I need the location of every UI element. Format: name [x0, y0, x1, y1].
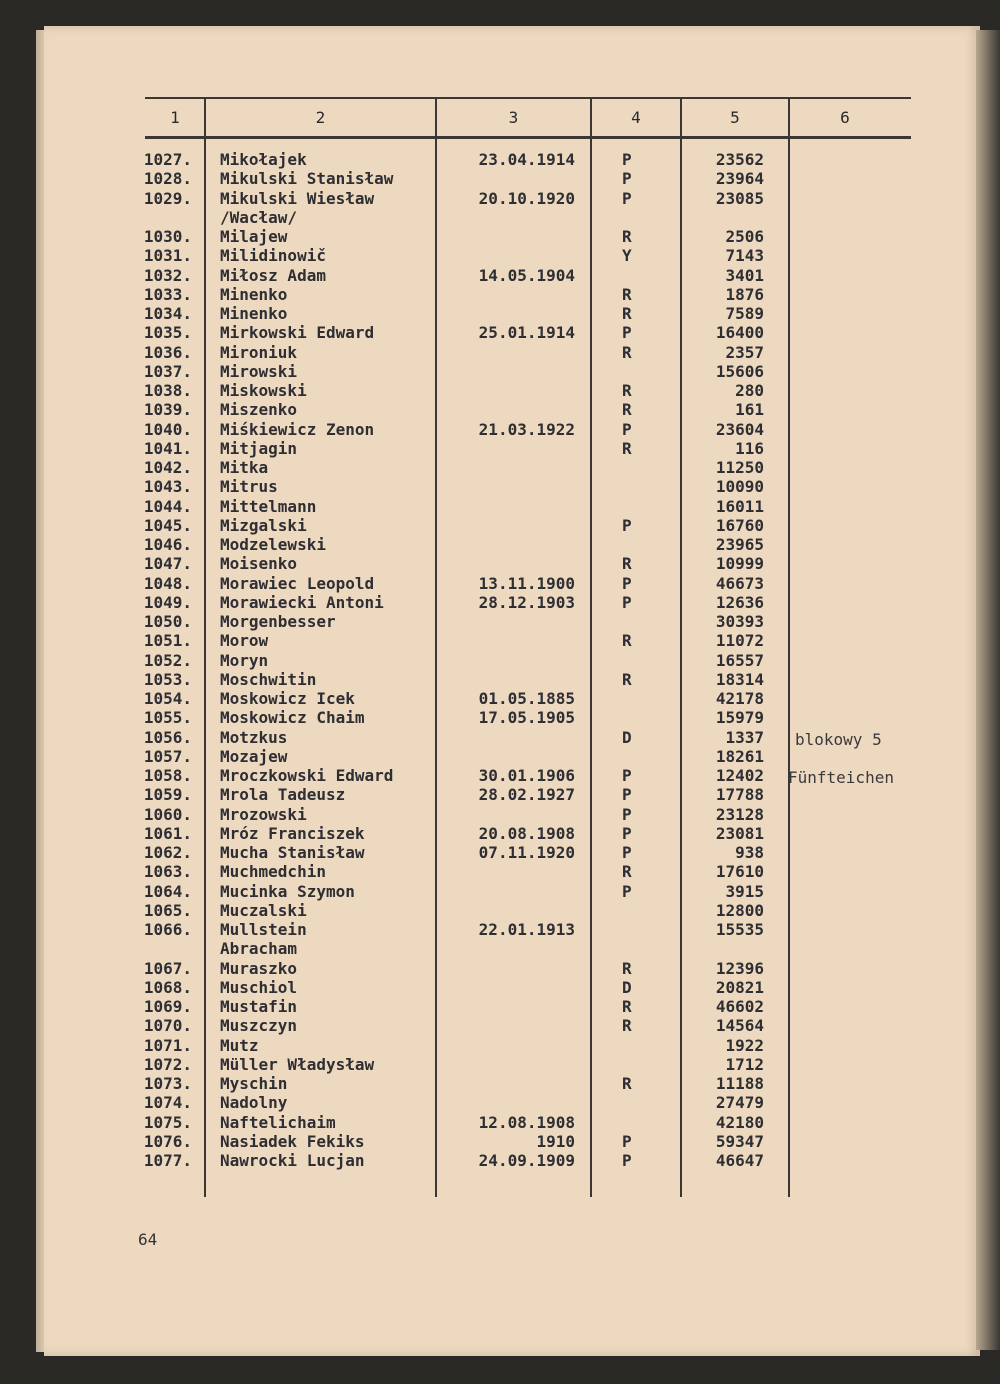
entry-camp-number: 14564 [715, 1016, 764, 1036]
table-row [0, 747, 1000, 766]
entry-date: 21.03.1922 [478, 419, 575, 439]
entry-camp-number: 16557 [715, 650, 764, 670]
entry-name: Mutz [220, 1035, 259, 1055]
entry-name: Morawiecki Antoni [220, 592, 384, 612]
entry-category: P [622, 188, 632, 208]
entry-category: R [622, 438, 632, 458]
entry-number: 1061. [143, 823, 192, 843]
entry-name: Modzelewski [220, 535, 326, 554]
entry-number: 1056. [143, 727, 192, 747]
table-row [0, 227, 1000, 246]
table-row [0, 805, 1000, 824]
table-row [0, 554, 1000, 573]
entry-name: Moryn [220, 650, 269, 670]
entry-category: P [622, 843, 632, 862]
entry-camp-number: 11250 [715, 458, 764, 477]
entry-date: 12.08.1908 [478, 1112, 575, 1132]
entry-camp-number: 11072 [715, 631, 764, 651]
entry-category: P [622, 592, 632, 612]
entry-number: 1058. [143, 766, 192, 785]
entry-name: Mitjagin [220, 438, 298, 458]
entry-name: Moskowicz Icek [220, 689, 355, 708]
entry-camp-number: 12636 [715, 592, 764, 612]
entry-camp-number: 116 [735, 438, 764, 458]
entry-category: P [622, 881, 632, 901]
table-row [0, 689, 1000, 708]
entry-name: Nadolny [220, 1093, 288, 1113]
entry-camp-number: 2506 [725, 227, 764, 246]
entry-number: 1041. [143, 438, 192, 458]
entry-name: Morawiec Leopold [220, 573, 375, 593]
entry-camp-number: 161 [735, 400, 764, 420]
entry-number: 1033. [143, 284, 192, 304]
entry-number: 1046. [143, 535, 192, 554]
entry-number: 1035. [143, 323, 192, 343]
table-row [0, 362, 1000, 381]
entry-number: 1029. [143, 188, 192, 208]
entry-name: Minenko [220, 284, 288, 304]
entry-category: P [622, 515, 632, 535]
entry-camp-number: 280 [735, 381, 764, 400]
entry-category: P [622, 573, 632, 593]
table-row [0, 1093, 1000, 1112]
table-row [0, 1036, 1000, 1055]
entry-camp-number: 15979 [715, 708, 764, 728]
entry-number: 1030. [143, 227, 192, 246]
entry-number: 1042. [143, 458, 192, 477]
entry-name: Mróz Franciszek [220, 823, 365, 843]
entry-name: Moschwitin [220, 669, 317, 689]
entry-name: Myschin [220, 1074, 288, 1093]
entry-category: R [622, 381, 632, 400]
entry-number: 1060. [143, 804, 192, 824]
entry-number: 1032. [143, 265, 192, 285]
table-row [0, 497, 1000, 516]
entry-number: 1072. [143, 1054, 192, 1074]
table-row [0, 824, 1000, 843]
entry-category: R [622, 554, 632, 574]
entry-category: P [622, 150, 632, 169]
entry-category: P [622, 766, 632, 785]
entry-camp-number: 10999 [715, 554, 764, 574]
table-row [0, 593, 1000, 612]
entry-camp-number: 16760 [715, 515, 764, 535]
entry-name: Miskowski [220, 381, 307, 400]
entry-camp-number: 42178 [715, 689, 764, 708]
entry-camp-number: 18314 [715, 669, 764, 689]
entry-camp-number: 30393 [715, 612, 764, 631]
table-row [0, 150, 1000, 169]
entry-date: 17.05.1905 [478, 708, 575, 728]
entry-category: P [622, 1151, 632, 1170]
entry-camp-number: 938 [735, 843, 764, 862]
entry-name: Minenko [220, 304, 288, 323]
entry-number: 1034. [143, 304, 192, 323]
table-row [0, 304, 1000, 323]
entry-date: 25.01.1914 [478, 323, 575, 343]
table-row [0, 477, 1000, 496]
table-row [0, 939, 1000, 958]
table-row [0, 323, 1000, 342]
entry-date: 01.05.1885 [478, 689, 575, 708]
entry-number: 1073. [143, 1074, 192, 1093]
entry-name: Miszenko [220, 400, 298, 420]
entry-number: 1069. [143, 997, 192, 1016]
table-row [0, 997, 1000, 1016]
entry-number: 1071. [143, 1035, 192, 1055]
entry-camp-number: 59347 [715, 1131, 764, 1151]
entry-camp-number: 46602 [715, 997, 764, 1016]
table-row [0, 959, 1000, 978]
table-row [0, 420, 1000, 439]
table-row [0, 169, 1000, 188]
table-row [0, 862, 1000, 881]
note-funfteichen: Fünfteichen [788, 768, 894, 787]
entry-category: R [622, 631, 632, 651]
header-top-rule [145, 97, 911, 99]
table-row [0, 920, 1000, 939]
entry-category: P [622, 1131, 632, 1151]
header-col-2: 2 [315, 107, 326, 127]
entry-category: P [622, 169, 632, 189]
entry-date: 22.01.1913 [478, 920, 575, 939]
entry-name: Mustafin [220, 997, 298, 1016]
entry-category: R [622, 862, 632, 882]
entry-number: 1064. [143, 881, 192, 901]
entry-name: Milidinowič [220, 246, 326, 266]
entry-number: 1031. [143, 246, 192, 266]
entry-category: R [622, 958, 632, 978]
entry-name: Mitka [220, 458, 269, 477]
entry-number: 1074. [143, 1093, 192, 1113]
entry-name: Mikulski Stanisław [220, 169, 394, 189]
table-row [0, 631, 1000, 650]
entry-category: R [622, 400, 632, 420]
entry-number: 1068. [143, 977, 192, 997]
entry-camp-number: 17788 [715, 785, 764, 805]
entry-category: P [622, 323, 632, 343]
table-row [0, 535, 1000, 554]
entry-camp-number: 23964 [715, 169, 764, 189]
entry-name: Muraszko [220, 958, 298, 978]
entry-number: 1040. [143, 419, 192, 439]
entry-camp-number: 46673 [715, 573, 764, 593]
header-col-5: 5 [730, 107, 740, 127]
entry-camp-number: 17610 [715, 862, 764, 882]
entry-date: 28.02.1927 [478, 785, 575, 805]
entry-name: Mirowski [220, 361, 298, 381]
entry-name: Mittelmann [220, 496, 317, 516]
entry-number: 1059. [143, 785, 192, 805]
entry-camp-number: 2357 [725, 342, 764, 362]
entry-camp-number: 23562 [715, 150, 764, 169]
header-bottom-rule [145, 136, 911, 139]
entry-category: P [622, 804, 632, 824]
table-row [0, 843, 1000, 862]
entry-camp-number: 7589 [725, 304, 764, 323]
table-row [0, 1132, 1000, 1151]
table-row [0, 901, 1000, 920]
entry-name: Abracham [220, 939, 298, 959]
table-row [0, 285, 1000, 304]
entry-name: Muszczyn [220, 1016, 298, 1036]
entry-camp-number: 1922 [725, 1035, 764, 1055]
entry-camp-number: 12396 [715, 958, 764, 978]
entry-date: 13.11.1900 [478, 573, 575, 593]
entry-name: Morow [220, 631, 269, 651]
entry-camp-number: 15535 [715, 920, 764, 939]
entry-camp-number: 10090 [715, 477, 764, 497]
entry-camp-number: 27479 [715, 1093, 764, 1113]
entry-number: 1043. [143, 477, 192, 497]
entry-number: 1052. [143, 650, 192, 670]
table-row [0, 708, 1000, 727]
entry-number: 1070. [143, 1016, 192, 1036]
entry-number: 1049. [143, 592, 192, 612]
header-col-1: 1 [170, 107, 180, 127]
entry-number: 1047. [143, 554, 192, 574]
table-row [0, 785, 1000, 804]
entry-name: Mullstein [220, 920, 307, 939]
entry-camp-number: 11188 [715, 1074, 764, 1093]
entry-name: Naftelichaim [220, 1112, 336, 1132]
entry-name: Muchmedchin [220, 862, 326, 882]
table-row [0, 400, 1000, 419]
entry-category: P [622, 785, 632, 805]
table-row [0, 343, 1000, 362]
entry-camp-number: 16011 [715, 496, 764, 516]
table-row [0, 574, 1000, 593]
entry-name: Mironiuk [220, 342, 298, 362]
entry-number: 1037. [143, 361, 192, 381]
header-col-3: 3 [508, 107, 519, 127]
entry-number: 1039. [143, 400, 192, 420]
entry-date: 20.10.1920 [478, 188, 575, 208]
entry-camp-number: 23081 [715, 823, 764, 843]
entry-name: Mikołajek [220, 150, 307, 169]
entry-number: 1076. [143, 1131, 192, 1151]
entry-category: R [622, 227, 632, 246]
table-row [0, 1055, 1000, 1074]
entry-number: 1066. [143, 920, 192, 939]
entry-category: P [622, 823, 632, 843]
entry-category: R [622, 669, 632, 689]
entry-name: Mrola Tadeusz [220, 785, 346, 805]
entry-name: Nawrocki Lucjan [220, 1151, 365, 1170]
entry-date: 20.08.1908 [478, 823, 575, 843]
note-blokowy: blokowy 5 [795, 730, 882, 749]
entry-number: 1048. [143, 573, 192, 593]
table-row [0, 439, 1000, 458]
entry-number: 1055. [143, 708, 192, 728]
entry-number: 1044. [143, 496, 192, 516]
entry-number: 1057. [143, 746, 192, 766]
entry-camp-number: 23085 [715, 188, 764, 208]
entry-number: 1067. [143, 958, 192, 978]
header-col-4: 4 [631, 107, 641, 127]
entry-category: D [622, 727, 632, 747]
entry-camp-number: 1876 [725, 284, 764, 304]
entry-camp-number: 23604 [715, 419, 764, 439]
entry-camp-number: 1712 [725, 1054, 764, 1074]
entry-category: D [622, 977, 632, 997]
entry-name: Mikulski Wiesław [220, 188, 375, 208]
table-row [0, 612, 1000, 631]
entry-date: 07.11.1920 [478, 843, 575, 862]
entry-number: 1028. [143, 169, 192, 189]
entry-name: Mizgalski [220, 515, 307, 535]
entry-name: Mucinka Szymon [220, 881, 355, 901]
page-number: 64 [138, 1230, 158, 1249]
entry-camp-number: 15606 [715, 361, 764, 381]
entry-number: 1036. [143, 342, 192, 362]
table-row [0, 882, 1000, 901]
entry-name: Miśkiewicz Zenon [220, 419, 375, 439]
entry-camp-number: 3401 [725, 265, 764, 285]
entry-name: /Wacław/ [220, 207, 298, 227]
entry-date: 30.01.1906 [478, 766, 575, 785]
entry-number: 1062. [143, 843, 192, 862]
table-row [0, 246, 1000, 265]
entry-name: Mozajew [220, 746, 288, 766]
entry-number: 1050. [143, 612, 192, 631]
table-row [0, 978, 1000, 997]
entry-name: Moisenko [220, 554, 298, 574]
entry-number: 1038. [143, 381, 192, 400]
table-row [0, 458, 1000, 477]
entry-category: R [622, 284, 632, 304]
entry-category: Y [622, 246, 632, 266]
entry-number: 1053. [143, 669, 192, 689]
entry-date: 23.04.1914 [478, 150, 575, 169]
entry-camp-number: 23965 [715, 535, 764, 554]
table-row [0, 651, 1000, 670]
entry-name: Muczalski [220, 900, 307, 920]
entry-category: R [622, 997, 632, 1016]
entry-category: R [622, 1074, 632, 1093]
entry-name: Mitrus [220, 477, 278, 497]
entry-date: 14.05.1904 [478, 265, 575, 285]
table-row [0, 1074, 1000, 1093]
table-row [0, 516, 1000, 535]
entry-number: 1027. [143, 150, 192, 169]
entry-camp-number: 46647 [715, 1151, 764, 1170]
table-row [0, 1151, 1000, 1170]
entry-camp-number: 12800 [715, 900, 764, 920]
table-row [0, 670, 1000, 689]
entry-name: Mirkowski Edward [220, 323, 375, 343]
table-row [0, 1016, 1000, 1035]
entry-name: Motzkus [220, 727, 288, 747]
entry-date: 28.12.1903 [478, 592, 575, 612]
entry-camp-number: 7143 [725, 246, 764, 266]
entry-camp-number: 16400 [715, 323, 764, 343]
entry-name: Milajew [220, 227, 288, 246]
table-row [0, 189, 1000, 208]
entry-number: 1054. [143, 689, 192, 708]
entry-camp-number: 18261 [715, 746, 764, 766]
table-row [0, 266, 1000, 285]
entry-name: Nasiadek Fekiks [220, 1131, 365, 1151]
entry-date: 24.09.1909 [478, 1151, 575, 1170]
entry-camp-number: 3915 [725, 881, 764, 901]
entry-number: 1045. [143, 515, 192, 535]
entry-camp-number: 1337 [725, 727, 764, 747]
entry-number: 1077. [143, 1151, 192, 1170]
entry-camp-number: 20821 [715, 977, 764, 997]
entry-category: R [622, 304, 632, 323]
entry-name: Miłosz Adam [220, 265, 326, 285]
entry-date: 1910 [536, 1131, 575, 1151]
entry-camp-number: 23128 [715, 804, 764, 824]
entry-name: Moskowicz Chaim [220, 708, 365, 728]
entry-camp-number: 42180 [715, 1112, 764, 1132]
entry-camp-number: 12402 [715, 766, 764, 785]
entry-number: 1075. [143, 1112, 192, 1132]
entry-name: Muschiol [220, 977, 298, 997]
entry-name: Müller Władysław [220, 1054, 375, 1074]
entry-name: Mroczkowski Edward [220, 766, 394, 785]
table-row [0, 381, 1000, 400]
entry-number: 1051. [143, 631, 192, 651]
entry-category: P [622, 419, 632, 439]
table-row [0, 208, 1000, 227]
entry-name: Mucha Stanisław [220, 843, 365, 862]
header-col-6: 6 [840, 107, 850, 127]
entry-number: 1063. [143, 862, 192, 882]
entry-name: Morgenbesser [220, 612, 336, 631]
entry-category: R [622, 342, 632, 362]
entry-category: R [622, 1016, 632, 1036]
entry-number: 1065. [143, 900, 192, 920]
table-row [0, 1113, 1000, 1132]
entry-name: Mrozowski [220, 804, 307, 824]
